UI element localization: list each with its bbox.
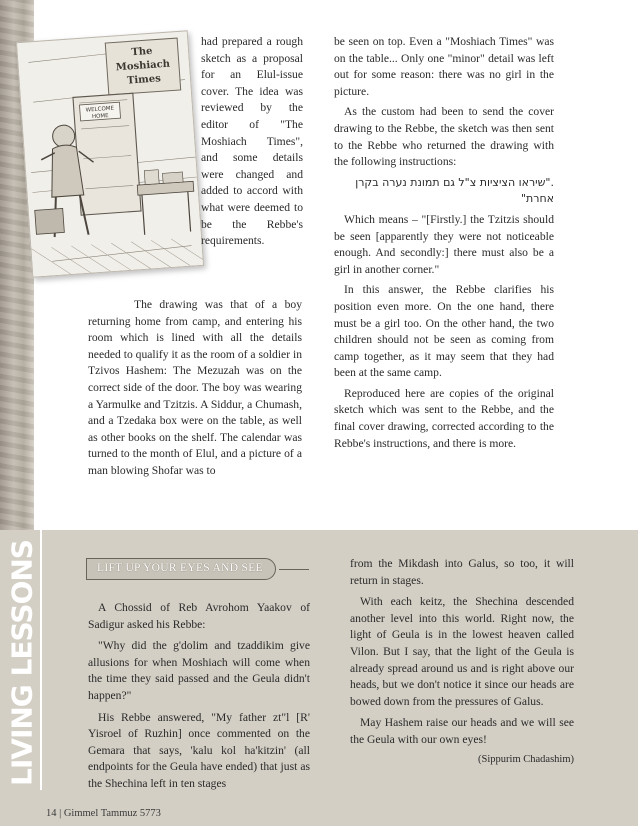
sketch-drawing xyxy=(17,31,204,277)
lesson-paragraph-2: "Why did the g'dolim and tzaddikim give allusions for when Moshiach will come when the time they said passed and the Geula didn't happen?" xyxy=(88,639,310,702)
article-paragraph-4: In this answer, the Rebbe clarifies his position even more. On the one hand, there must be a girl too. On the other hand, the two children should not be seen as coming from camp together, as it may seem that they had been at the same camp. xyxy=(334,283,554,380)
article-paragraph-3: Which means – "[Firstly.] the Tzitzis should be seen [apparently they were not noticeable enough. And secondly:] there must also be a girl in another corner." xyxy=(334,212,554,276)
article-paragraph-2: As the custom had been to send the cover drawing to the Rebbe, the sketch was then sent to the Rebbe who returned the drawing with the following instructions: xyxy=(334,105,554,169)
lesson-paragraph-5: With each keitz, the Shechina descended another level into this world. Right now, the light of Geula is in the lowest heaven called Vilon. But I say, that the light of the Geula is already spread around us and is right above our heads, but we don't notice it since our heads are bowed down from the pressures of Galus. xyxy=(350,595,574,708)
sketch-masthead-2: Moshiach xyxy=(115,58,171,74)
article-wrap-paragraph: had prepared a rough sketch as a proposal for an Elul-issue cover. The idea was reviewed by the editor of "The Moshiach Times", and some details were changed and added to accord with what were deemed to be the Rebbe's requirements. xyxy=(201,35,303,248)
sketch-sign-2: HOME xyxy=(91,113,109,121)
cover-sketch-image xyxy=(16,30,204,277)
sketch-masthead-3: Times xyxy=(126,73,162,87)
sketch-sign-1: WELCOME xyxy=(85,105,115,114)
lesson-source: (Sippurim Chadashim) xyxy=(478,753,574,765)
section-heading: LIFT UP YOUR EYES AND SEE xyxy=(97,562,263,574)
section-heading-tab xyxy=(86,558,276,580)
article-wrap-text xyxy=(201,34,303,250)
article-paragraph-5: Reproduced here are copies of the original sketch which was sent to the Rebbe, and the final cover drawing, corrected according to the Rebbe's instructions, and there is more. xyxy=(334,386,554,450)
lesson-right-column xyxy=(350,556,574,773)
lesson-paragraph-1: A Chossid of Reb Avrohom Yaakov of Sadigur asked his Rebbe: xyxy=(88,601,310,631)
hebrew-quote: ."שיראו הציציות צ"ל גם תמונת נערה בקרן אחרת" xyxy=(355,175,554,206)
lesson-paragraph-4: from the Mikdash into Galus, so too, it will return in stages. xyxy=(350,557,574,587)
sketch-masthead-1: The xyxy=(131,45,153,59)
page-footer: 14 | Gimmel Tammuz 5773 xyxy=(46,808,161,819)
article-left-paragraph: The drawing was that of a boy returning home from camp, and entering his room which is lined with all the details needed to qualify it as the room of a soldier in Tzivos Hashem: The Mezuzah was on the correct side of the door. The boy was wearing a Yarmulke and Tzitzis. A Siddur, a Chumash, and a Tzedaka box were on the table, as well as other books on the shelf. The calendar was turned to the month of Elul, and a picture of a man blowing Shofar was to xyxy=(88,298,302,477)
lesson-paragraph-6: May Hashem raise our heads and we will see the Geula with our own eyes! xyxy=(350,716,574,746)
article-right-column xyxy=(334,34,554,456)
article-left-column xyxy=(88,297,302,480)
lesson-paragraph-3: His Rebbe answered, "My father zt"l [R' Yisroel of Ruzhin] once commented on the Gemara that says, 'kalu kol ha'kitzin' (all endpoints for the Geula have ended) that just as the Shechina left in ten stages xyxy=(88,710,310,790)
section-label-text: LIVING LESSONS xyxy=(5,540,39,786)
section-divider xyxy=(40,530,42,790)
article-paragraph-1: be seen on top. Even a "Moshiach Times" was on the table... Only one "minor" detail was left out for some reason: there was no girl in the picture. xyxy=(334,35,554,98)
vertical-section-label xyxy=(4,542,40,784)
lesson-left-column xyxy=(88,600,310,798)
